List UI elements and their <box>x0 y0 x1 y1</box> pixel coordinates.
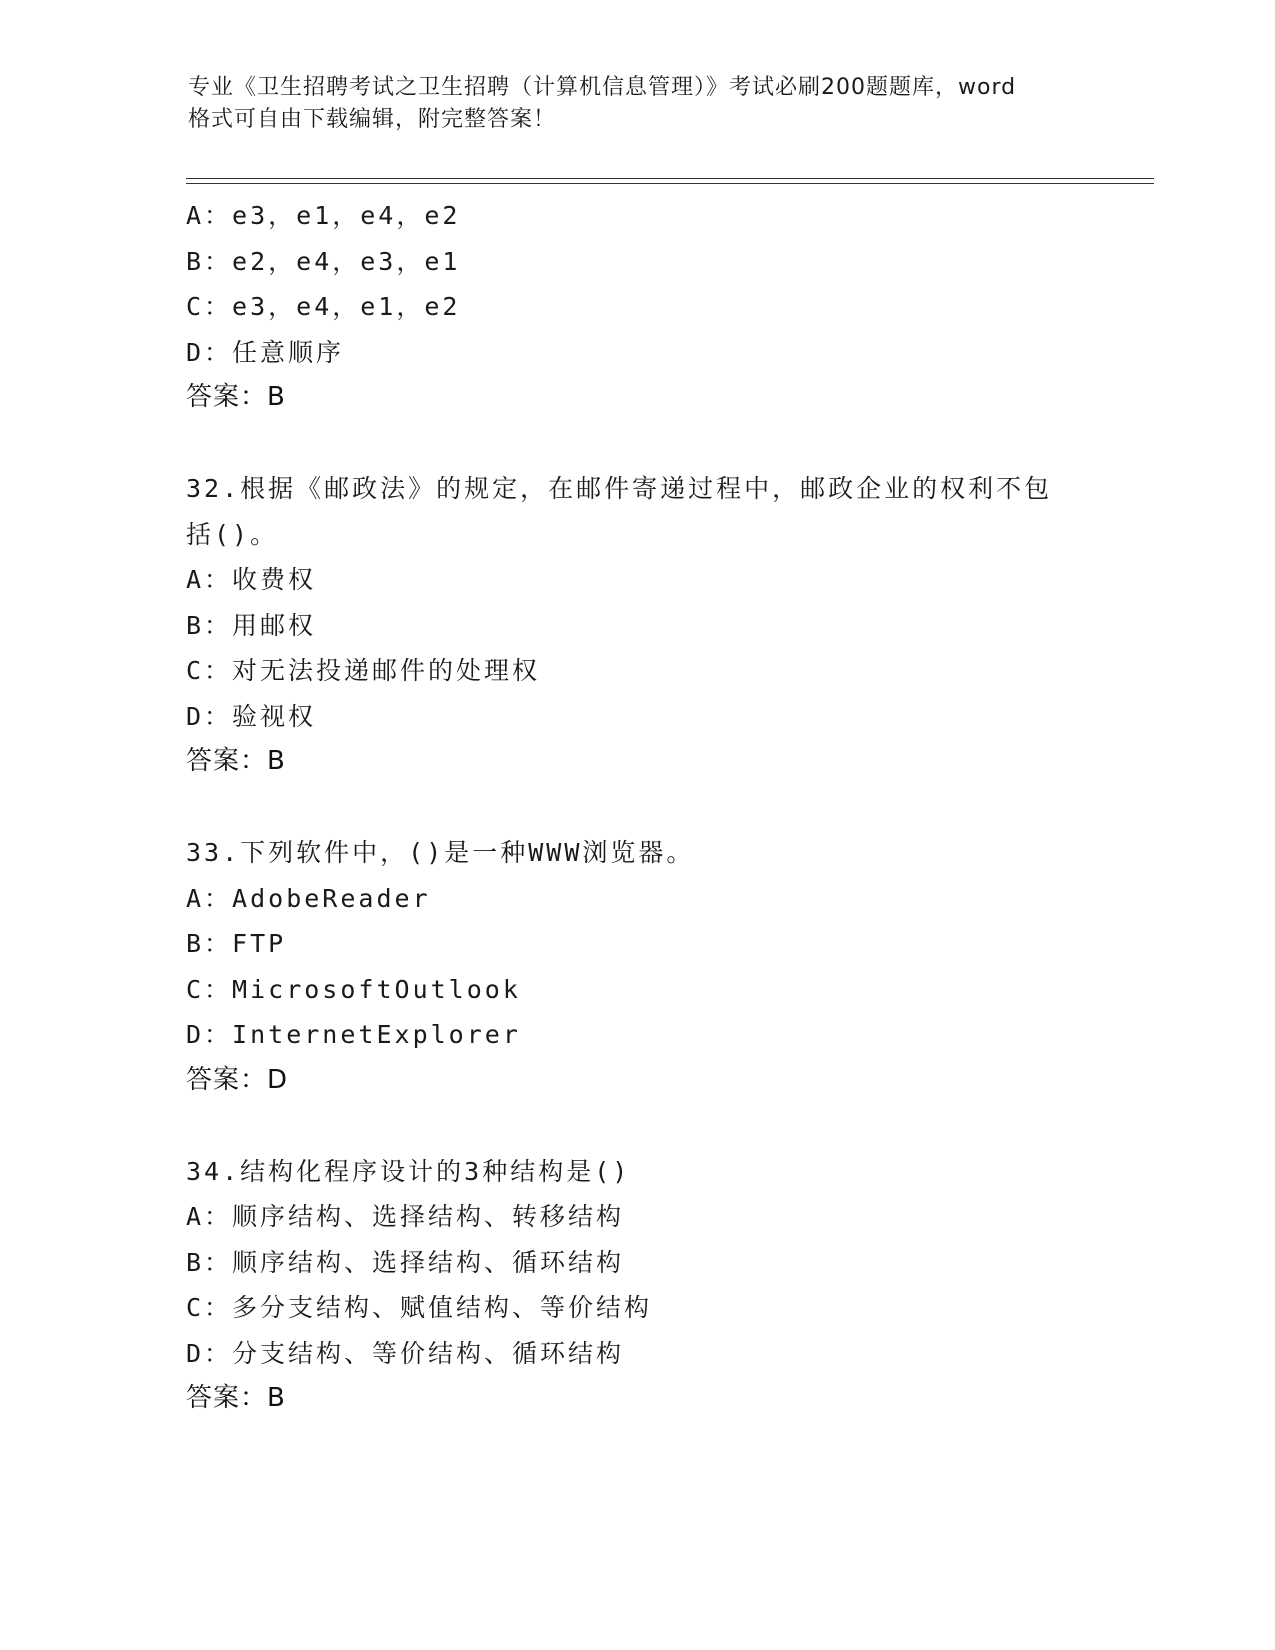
answer-line: 答案：D <box>186 1064 289 1095</box>
answer-line: 答案：B <box>186 746 286 776</box>
header-title-line-2: 格式可自由下载编辑，附完整答案！ <box>188 107 557 132</box>
question-stem-continued: 括()。 <box>186 519 279 549</box>
option-c: C：MicrosoftOutlook <box>186 974 521 1004</box>
document-header <box>188 72 1088 136</box>
option-c: C：多分支结构、赋值结构、等价结构 <box>186 1293 653 1322</box>
option-b: B：用邮权 <box>186 610 317 640</box>
option-a: A：顺序结构、选择结构、转移结构 <box>186 1202 625 1231</box>
question-spacer <box>186 1103 1146 1149</box>
header-divider-bottom <box>186 183 1154 184</box>
answer-line: 答案：B <box>186 382 286 412</box>
option-b: B：顺序结构、选择结构、循环结构 <box>186 1247 625 1277</box>
option-a: A：收费权 <box>186 565 317 594</box>
question-33 <box>186 830 1146 1103</box>
option-d: D：分支结构、等价结构、循环结构 <box>186 1338 625 1368</box>
option-d: D：任意顺序 <box>186 337 345 367</box>
option-a: A：e3，e1，e4，e2 <box>186 201 461 230</box>
header-divider-top <box>186 178 1154 179</box>
option-d: D：InternetExplorer <box>186 1020 521 1049</box>
option-d: D：验视权 <box>186 701 317 731</box>
question-stem: 33.下列软件中，()是一种WWW浏览器。 <box>186 838 695 867</box>
question-34 <box>186 1149 1146 1422</box>
question-list <box>186 193 1146 1422</box>
question-spacer <box>186 785 1146 831</box>
question-32 <box>186 466 1146 785</box>
header-title-line-1: 专业《卫生招聘考试之卫生招聘（计算机信息管理）》考试必刷200题题库，word <box>188 75 1017 100</box>
option-c: C：e3，e4，e1，e2 <box>186 292 461 321</box>
option-a: A：AdobeReader <box>186 883 431 913</box>
question-stem: 32.根据《邮政法》的规定，在邮件寄递过程中，邮政企业的权利不包 <box>186 474 1053 503</box>
question-spacer <box>186 421 1146 467</box>
question-stem: 34.结构化程序设计的3种结构是() <box>186 1156 631 1186</box>
option-c: C：对无法投递邮件的处理权 <box>186 656 541 685</box>
answer-line: 答案：B <box>186 1383 286 1413</box>
option-b: B：e2，e4，e3，e1 <box>186 246 461 276</box>
option-b: B：FTP <box>186 929 287 958</box>
question-31 <box>186 193 1146 421</box>
